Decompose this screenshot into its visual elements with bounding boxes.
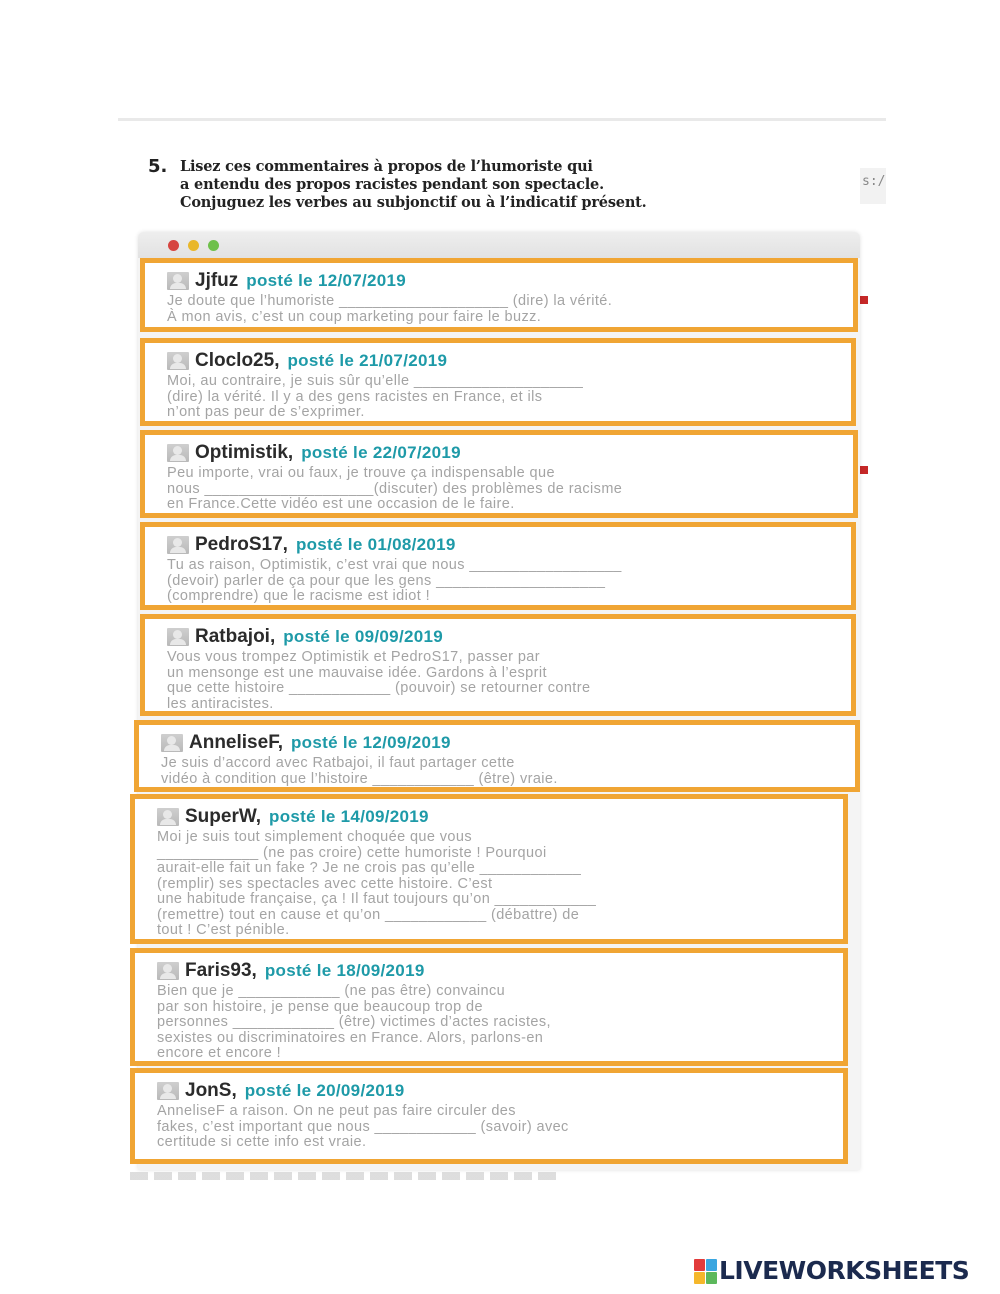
comment-date: posté le 20/09/2019 <box>244 1081 405 1100</box>
logo-square <box>706 1259 717 1271</box>
comment-date: posté le 21/07/2019 <box>287 351 448 370</box>
comment-username: Ratbajoi, <box>195 626 276 647</box>
comment-date: posté le 01/08/2019 <box>295 535 456 554</box>
avatar-icon <box>167 272 189 290</box>
comment-card <box>140 258 858 332</box>
comment-text: Peu importe, vrai ou faux, je trouve ça indispensable que nous ____________________(discuter) des problèmes de racisme en France.Cette vidéo est une occasion de le faire. <box>167 465 623 512</box>
liveworksheets-mark-icon <box>694 1259 716 1283</box>
comment-username: JonS, <box>185 1080 237 1101</box>
avatar-icon <box>161 734 183 752</box>
comment-card <box>130 1068 848 1164</box>
side-fragment: s:/ <box>860 168 886 204</box>
cut-off-text-fragment <box>130 1172 560 1180</box>
comment-card <box>134 720 860 792</box>
comment-username: Faris93, <box>185 960 257 981</box>
comment-card <box>130 794 848 944</box>
maximize-dot-icon[interactable] <box>208 240 219 251</box>
comment-text: Moi je suis tout simplement choquée que vous ____________ (ne pas croire) cette humoriste ! Pourquoi aurait-elle fait un fake ? Je ne crois pas qu’elle ____________ (remplir) ses spectacles avec cette histoire. C’est une habitude française, ça ! Il faut toujours qu’on ____________ (remettre) tout en cause et qu’on ____________ (débattre) de tout ! C’est pénible. <box>157 829 597 938</box>
comment-username: Optimistik, <box>195 442 294 463</box>
comment-card <box>140 522 856 610</box>
exercise-number: 5. <box>148 156 168 177</box>
close-dot-icon[interactable] <box>168 240 179 251</box>
logo-square <box>694 1259 705 1271</box>
comment-date: posté le 12/07/2019 <box>246 271 407 290</box>
comment-date: posté le 22/07/2019 <box>301 443 461 462</box>
comment-date: posté le 09/09/2019 <box>283 627 443 646</box>
logo-square <box>706 1272 717 1284</box>
logo-text: LIVEWORKSHEETS <box>719 1256 970 1285</box>
liveworksheets-logo[interactable] <box>694 1256 969 1285</box>
comment-card <box>140 614 856 716</box>
comment-text: AnneliseF a raison. On ne peut pas faire circuler des fakes, c’est important que nous ____________ (savoir) avec certitude si cette info est vraie. <box>157 1103 569 1150</box>
avatar-icon <box>167 444 189 462</box>
avatar-icon <box>167 628 189 646</box>
comment-text: Moi, au contraire, je suis sûr qu’elle ____________________ (dire) la vérité. Il y a des gens racistes en France, et ils n’ont pas peur de s’exprimer. <box>167 373 584 420</box>
avatar-icon <box>167 352 189 370</box>
comment-username: SuperW, <box>185 806 262 827</box>
comment-username: Cloclo25, <box>195 350 280 371</box>
logo-square <box>694 1272 705 1284</box>
window-titlebar <box>138 232 860 258</box>
comment-text: Je doute que l’humoriste ____________________ (dire) la vérité. À mon avis, c’est un coup marketing pour faire le buzz. <box>167 293 613 325</box>
avatar-icon <box>157 808 179 826</box>
top-divider <box>118 118 886 121</box>
comment-text: Je suis d’accord avec Ratbajoi, il faut partager cette vidéo à condition que l’histoire ____________ (être) vraie. <box>161 755 558 787</box>
comment-text: Tu as raison, Optimistik, c’est vrai que nous __________________ (devoir) parler de ça pour que les gens ____________________ (comprendre) que le racisme est idiot ! <box>167 557 622 604</box>
minimize-dot-icon[interactable] <box>188 240 199 251</box>
avatar-icon <box>157 1082 179 1100</box>
comment-card <box>140 338 856 426</box>
comment-username: PedroS17, <box>195 534 288 555</box>
comment-username: AnneliseF, <box>189 732 283 753</box>
exercise-instruction: Lisez ces commentaires à propos de l’humoriste qui a entendu des propos racistes pendant son spectacle. Conjuguez les verbes au subjonctif ou à l’indicatif présent. <box>180 158 647 211</box>
avatar-icon <box>157 962 179 980</box>
comment-date: posté le 12/09/2019 <box>290 733 451 752</box>
comment-card <box>140 430 858 518</box>
comment-date: posté le 18/09/2019 <box>264 961 425 980</box>
comment-card <box>130 948 848 1066</box>
comment-text: Vous vous trompez Optimistik et PedroS17, passer par un mensonge est une mauvaise idée. Gardons à l’esprit que cette histoire ____________ (pouvoir) se retourner contre les antiracistes. <box>167 649 591 712</box>
comment-date: posté le 14/09/2019 <box>269 807 429 826</box>
avatar-icon <box>167 536 189 554</box>
comment-text: Bien que je ____________ (ne pas être) convaincu par son histoire, je pense que beaucoup trop de personnes ____________ (être) victimes d’actes racistes, sexistes ou discriminatoires en France. Alors, parlons-en encore et encore ! <box>157 983 551 1061</box>
comment-username: Jjfuz <box>195 270 239 291</box>
